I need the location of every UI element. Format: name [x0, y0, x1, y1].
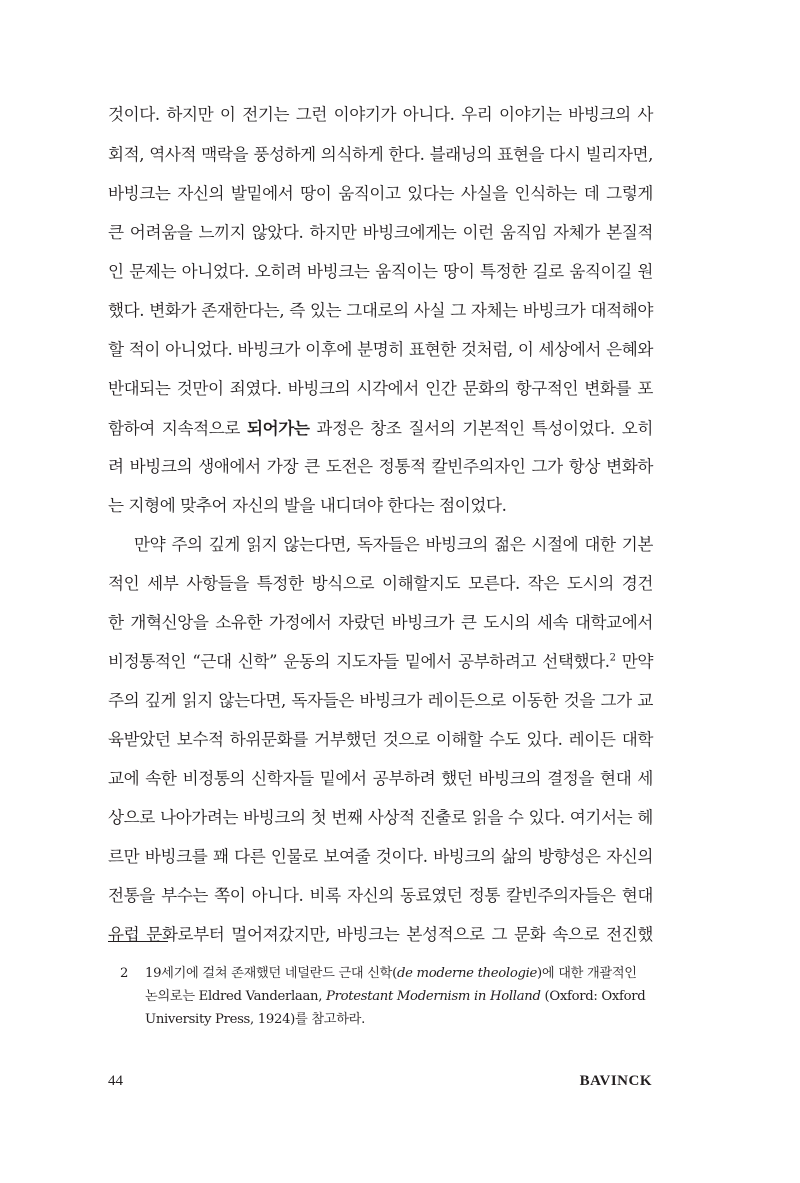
footnote-number: 2 [120, 966, 129, 981]
text-line: 려 바빙크의 생애에서 가장 큰 도전은 정통적 칼빈주의자인 그가 항상 변화하 [108, 457, 653, 476]
text-line: 인 문제는 아니었다. 오히려 바빙크는 움직이는 땅이 특정한 길로 움직이길 원 [108, 262, 653, 281]
text-line: 반대되는 것만이 죄였다. 바빙크의 시각에서 인간 문화의 항구적인 변화를 포 [108, 379, 653, 398]
footnote-divider [108, 941, 168, 942]
text-run: 논의로는 Eldred Vanderlaan, [145, 989, 327, 1004]
text-line: 것이다. 하지만 이 전기는 그런 이야기가 아니다. 우리 이야기는 바빙크의 사 [108, 105, 653, 124]
book-title: Protestant Modernism in Holland [326, 989, 541, 1004]
text-run: 19세기에 걸쳐 존재했던 네덜란드 근대 신학( [145, 966, 397, 981]
footnote-reference[interactable]: 2 [609, 652, 616, 664]
text-run: 과정은 창조 질서의 기본적인 특성이었다. 오히 [309, 419, 653, 438]
italic-term: de moderne theologie [396, 966, 538, 981]
text-line: 적인 세부 사항들을 특정한 방식으로 이해할지도 모른다. 작은 도시의 경건 [108, 574, 653, 593]
text-run: 비정통적인 “근대 신학” 운동의 지도자들 밑에서 공부하려고 선택했다. [108, 652, 610, 671]
text-line: 르만 바빙크를 꽤 다른 인물로 보여줄 것이다. 바빙크의 삶의 방향성은 자신의 [108, 847, 653, 866]
footnote-line [145, 988, 650, 1006]
text-line: 했다. 변화가 존재한다는, 즉 있는 그대로의 사실 그 자체는 바빙크가 대적해야 [108, 301, 653, 320]
text-line: 유럽 문화로부터 멀어져갔지만, 바빙크는 본성적으로 그 문화 속으로 전진했 [108, 925, 653, 944]
text-line: 한 개혁신앙을 소유한 가정에서 자랐던 바빙크가 큰 도시의 세속 대학교에서 [108, 613, 653, 632]
footnote-line [145, 965, 650, 983]
running-title: BAVINCK [579, 1073, 652, 1089]
text-line: 할 적이 아니었다. 바빙크가 이후에 분명히 표현한 것처럼, 이 세상에서 은혜와 [108, 340, 653, 359]
text-line: 바빙크는 자신의 발밑에서 땅이 움직이고 있다는 사실을 인식하는 데 그렇게 [108, 184, 653, 203]
text-run: 만약 [615, 652, 653, 671]
page-number: 44 [108, 1073, 123, 1089]
emphasis: 되어가는 [246, 418, 310, 438]
footnote-line: University Press, 1924)를 참고하라. [145, 1012, 365, 1027]
text-line: 육받았던 보수적 하위문화를 거부했던 것으로 이해할 수도 있다. 레이든 대학 [108, 730, 653, 749]
text-line: 는 지형에 맞추어 자신의 발을 내디뎌야 한다는 점이었다. [108, 496, 507, 515]
text-run: (Oxford: Oxford [540, 989, 646, 1004]
text-line: 전통을 부수는 쪽이 아니다. 비록 자신의 동료였던 정통 칼빈주의자들은 현대 [108, 886, 653, 905]
paragraph-first-line: 만약 주의 깊게 읽지 않는다면, 독자들은 바빙크의 젊은 시절에 대한 기본 [134, 535, 653, 554]
text-line: 회적, 역사적 맥락을 풍성하게 의식하게 한다. 블래닝의 표현을 다시 빌리자면, [108, 145, 653, 164]
text-line: 상으로 나아가려는 바빙크의 첫 번째 사상적 진출로 읽을 수 있다. 여기서는 헤 [108, 808, 653, 827]
text-run: 함하여 지속적으로 [108, 419, 247, 438]
text-line [108, 652, 653, 672]
text-line: 주의 깊게 읽지 않는다면, 독자들은 바빙크가 레이든으로 이동한 것을 그가 교 [108, 691, 653, 710]
text-line: 교에 속한 비정통의 신학자들 밑에서 공부하려 했던 바빙크의 결정을 현대 세 [108, 769, 653, 788]
text-run: )에 대한 개괄적인 [537, 966, 637, 981]
text-line [108, 418, 653, 439]
text-line: 큰 어려움을 느끼지 않았다. 하지만 바빙크에게는 이런 움직임 자체가 본질적 [108, 223, 653, 242]
